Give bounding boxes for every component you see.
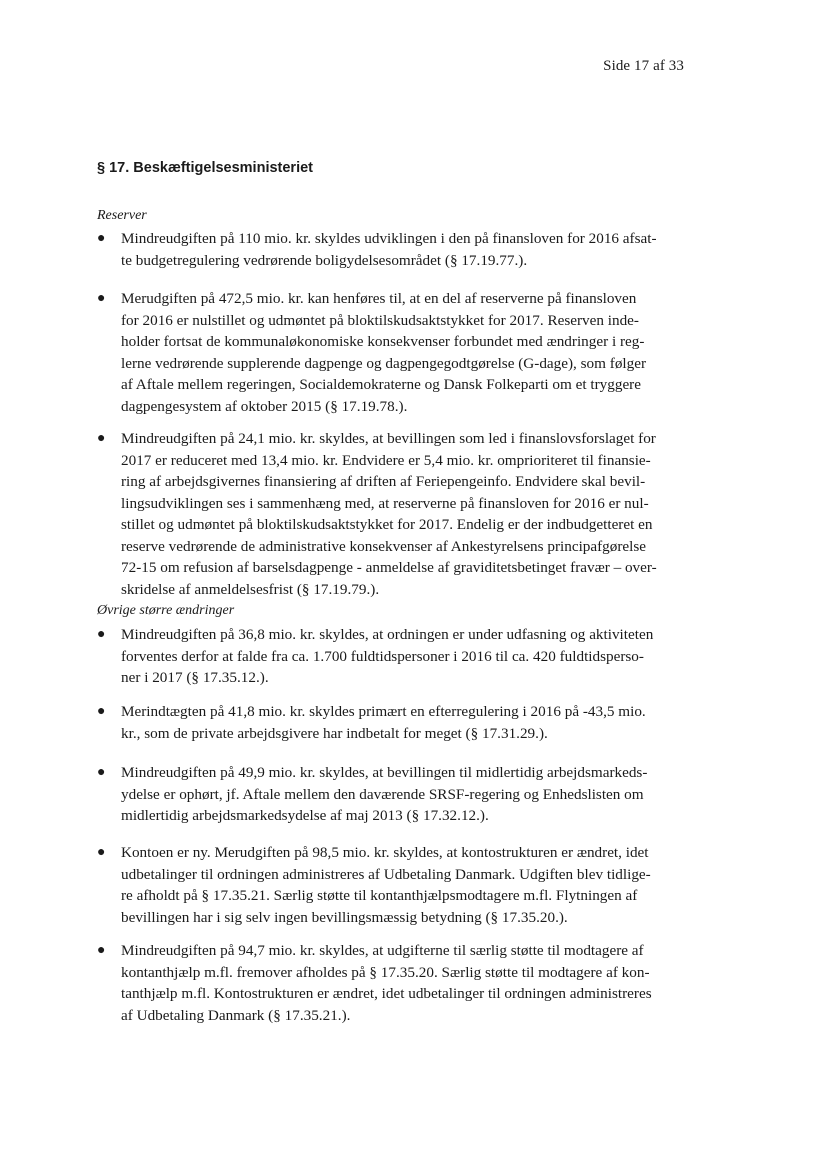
page-heading: § 17. Beskæftigelsesministeriet (97, 160, 313, 176)
list-item-text: Merindtægten på 41,8 mio. kr. skyldes primært en efterregulering i 2016 på -43,5 mio. kr., som de private arbejdsgivere har indbetalt for meget (§ 17.31.29.). (121, 703, 646, 742)
list-item (97, 428, 697, 600)
list-item-text: Mindreudgiften på 94,7 mio. kr. skyldes, at udgifterne til særlig støtte til modtagere af kontanthjælp m.fl. fremover afholdes på § 17.35.20. Særlig støtte til modtagere af kon- tanthjælp m.fl. Kontostrukturen er ændret, idet udbetalinger til ordningen administreres af Udbetaling Danmark (§ 17.35.21.). (121, 942, 652, 1024)
list-item (97, 228, 697, 271)
section-title-reserver: Reserver (97, 208, 147, 223)
list-item-text: Mindreudgiften på 49,9 mio. kr. skyldes, at bevillingen til midlertidig arbejdsmarkeds- ydelse er ophørt, jf. Aftale mellem den daværende SRSF-regering og Enhedslisten om midlertidig arbejdsmarkedsydelse af maj 2013 (§ 17.32.12.). (121, 764, 648, 824)
bullet-icon: ● (97, 704, 106, 719)
bullet-icon: ● (97, 431, 106, 446)
bullet-icon: ● (97, 231, 106, 246)
section-title-other-changes: Øvrige større ændringer (97, 603, 235, 618)
bullet-icon: ● (97, 627, 106, 642)
list-item (97, 762, 697, 827)
list-item (97, 701, 697, 744)
bullet-icon: ● (97, 943, 106, 958)
list-item (97, 624, 697, 689)
list-item-text: Merudgiften på 472,5 mio. kr. kan henføres til, at en del af reserverne på finansloven for 2016 er nulstillet og udmøntet på bloktilskudsaktstykket for 2017. Reserven inde- holder fortsat de kommunaløkonomiske konsekvenser forbundet med ændringer i reg- lerne vedrørende supplerende dagpenge og dagpengegodtgørelse (G-dage), som følger af Aftale mellem regeringen, Socialdemokraterne og Dansk Folkeparti om et tryggere dagpengesystem af oktober 2015 (§ 17.19.78.). (121, 290, 647, 415)
page-number: Side 17 af 33 (603, 58, 684, 74)
list-item-text: Mindreudgiften på 24,1 mio. kr. skyldes, at bevillingen som led i finanslovsforslaget for 2017 er reduceret med 13,4 mio. kr. Endvidere er 5,4 mio. kr. omprioriteret til finansie- ring af arbejdsgivernes finansiering af driften af Feriepengeinfo. Endvidere skal bevil- lingsudviklingen ses i sammenhæng med, at reserverne på finansloven for 2016 er nul- stillet og udmøntet på bloktilskudsaktstykket for 2017. Endelig er der indbudgetteret en reserve vedrørende de administrative konsekvenser af Ankestyrelsens principafgørelse 72-15 om refusion af barselsdagpenge - anmeldelse af graviditetsbetinget fravær – over- skridelse af anmeldelsesfrist (§ 17.19.79.). (121, 430, 657, 598)
list-item (97, 940, 697, 1026)
list-item (97, 288, 697, 417)
bullet-icon: ● (97, 765, 106, 780)
bullet-icon: ● (97, 845, 106, 860)
list-item-text: Mindreudgiften på 110 mio. kr. skyldes udviklingen i den på finansloven for 2016 afsat- te budgetregulering vedrørende boligydelsesområdet (§ 17.19.77.). (121, 230, 657, 269)
bullet-icon: ● (97, 291, 106, 306)
list-item-text: Kontoen er ny. Merudgiften på 98,5 mio. kr. skyldes, at kontostrukturen er ændret, idet udbetalinger til ordningen administreres af Udbetaling Danmark. Udgiften blev tidlige- re afholdt på § 17.35.21. Særlig støtte til kontanthjælpsmodtagere m.fl. Flytningen af bevillingen har i sig selv ingen bevillingsmæssig betydning (§ 17.35.20.). (121, 844, 651, 926)
list-item (97, 842, 697, 928)
list-item-text: Mindreudgiften på 36,8 mio. kr. skyldes, at ordningen er under udfasning og aktiviteten forventes derfor at falde fra ca. 1.700 fuldtidspersoner i 2016 til ca. 420 fuldtidsperso- ner i 2017 (§ 17.35.12.). (121, 626, 654, 686)
